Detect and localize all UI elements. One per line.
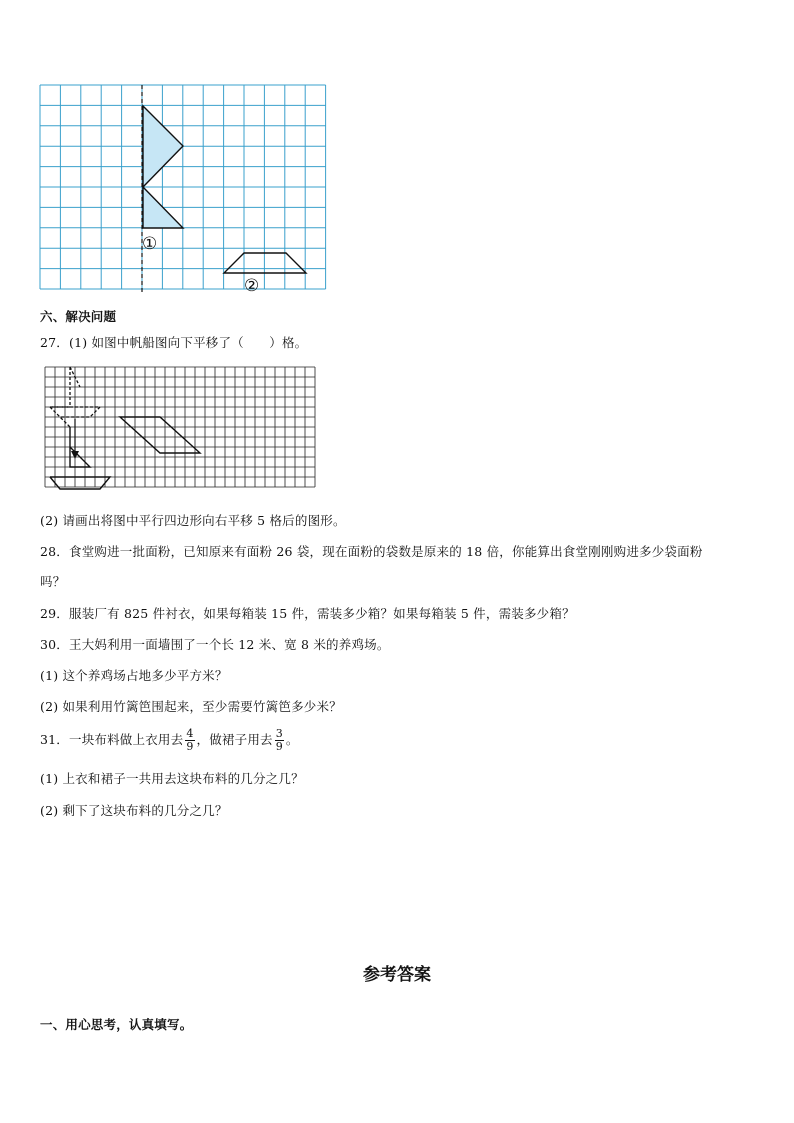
grid-2-lines bbox=[45, 367, 315, 487]
question-30: 30．王大妈利用一面墙围了一个长 12 米、宽 8 米的养鸡场。 bbox=[40, 637, 390, 652]
question-30-part-1: (1) 这个养鸡场占地多少平方米？ bbox=[40, 668, 228, 683]
answers-title: 参考答案 bbox=[363, 965, 431, 985]
grid-figure-1 bbox=[40, 85, 330, 300]
shape-label-2: ② bbox=[244, 276, 260, 296]
section-heading-solve-problems: 六、解决问题 bbox=[40, 309, 117, 324]
question-31-text-post: 。 bbox=[285, 732, 299, 747]
question-31-text-mid: ，做裙子用去 bbox=[196, 732, 273, 747]
trapezoid-shape bbox=[224, 253, 306, 273]
question-31-part-1: (1) 上衣和裙子一共用去这块布料的几分之几？ bbox=[40, 771, 304, 786]
question-29: 29．服装厂有 825 件衬衣，如果每箱装 15 件，需装多少箱？如果每箱装 5 件，需装多少箱？ bbox=[40, 606, 575, 621]
fraction-four-ninths: $\frac{4}{9}$ bbox=[186, 727, 194, 753]
question-31-text-pre: 31．一块布料做上衣用去 bbox=[40, 732, 184, 747]
question-27-part-2: (2) 请画出将图中平行四边形向右平移 5 格后的图形。 bbox=[40, 513, 346, 528]
question-31-part-2: (2) 剩下了这块布料的几分之几？ bbox=[40, 803, 228, 818]
question-30-part-2: (2) 如果利用竹篱笆围起来，至少需要竹篱笆多少米？ bbox=[40, 699, 342, 714]
shape-label-1: ① bbox=[142, 234, 158, 254]
question-28-line-1: 28．食堂购进一批面粉，已知原来有面粉 26 袋，现在面粉的袋数是原来的 18 倍，你能算出食堂刚刚购进多少袋面粉 bbox=[40, 544, 703, 559]
question-27-part-1: 27．(1) 如图中帆船图向下平移了（ ）格。 bbox=[40, 335, 308, 350]
sail-shape-upper bbox=[143, 106, 183, 187]
fraction-three-ninths: $\frac{3}{9}$ bbox=[275, 727, 283, 753]
question-31 bbox=[40, 725, 299, 755]
parallelogram-shape bbox=[120, 417, 200, 453]
grid-1-lines bbox=[40, 85, 326, 289]
grid-figure-2 bbox=[45, 367, 315, 493]
question-28-line-2: 吗？ bbox=[40, 574, 66, 589]
answers-section-1: 一、用心思考，认真填写。 bbox=[40, 1017, 193, 1032]
